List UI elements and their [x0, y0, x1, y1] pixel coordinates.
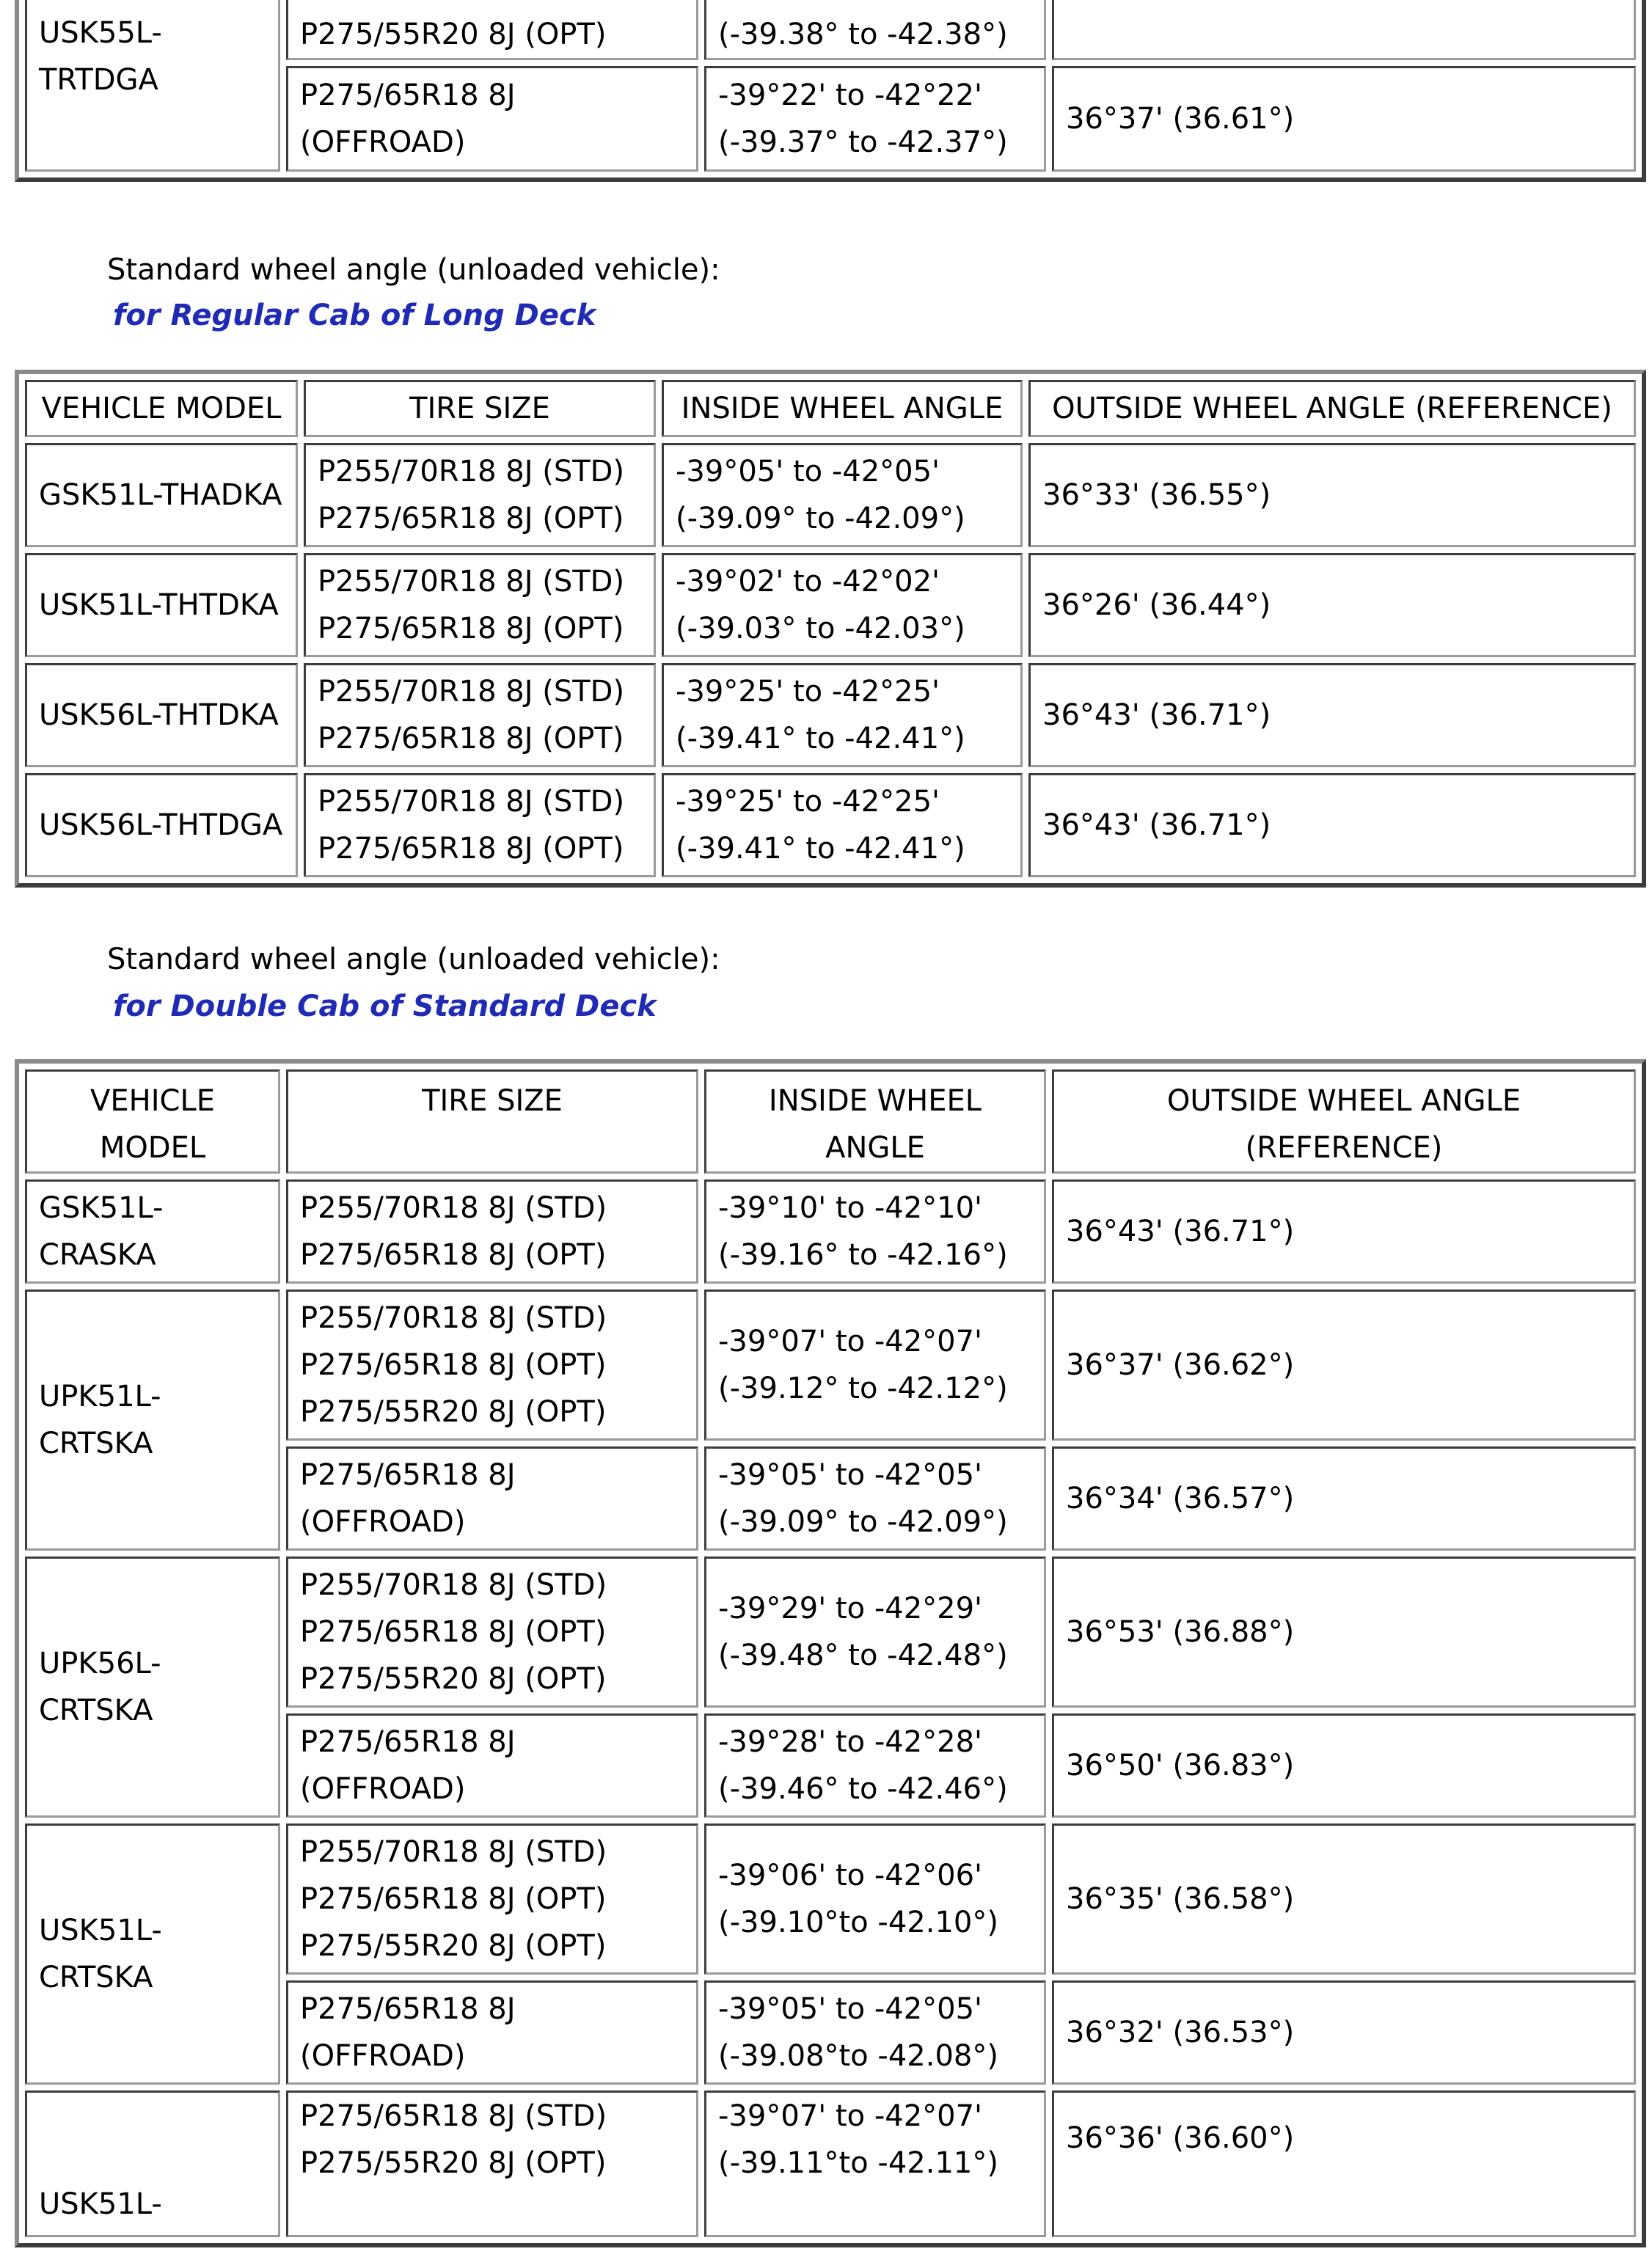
- tire-size-cell: P275/65R18 8J (OFFROAD): [286, 1713, 698, 1818]
- continued-wheel-angle-table: [15, 0, 1646, 182]
- column-header: INSIDE WHEEL ANGLE: [662, 380, 1023, 437]
- inside-angle-cell: -39°05' to -42°05' (-39.08°to -42.08°): [704, 1980, 1046, 2085]
- vehicle-model-cell: USK51L-: [25, 2090, 280, 2237]
- table-header-row: [25, 380, 1636, 437]
- inside-angle-cell: -39°02' to -42°02' (-39.03° to -42.03°): [662, 553, 1023, 657]
- tire-size-cell: P255/70R18 8J (STD) P275/65R18 8J (OPT) P275/55R20 8J (OPT): [286, 1290, 698, 1441]
- column-header: OUTSIDE WHEEL ANGLE (REFERENCE): [1052, 1069, 1636, 1174]
- vehicle-model-cell: UPK51L- CRTSKA: [25, 1290, 280, 1551]
- section-subcaption: for Double Cab of Standard Deck: [113, 989, 657, 1023]
- table-row: [25, 663, 1636, 767]
- section-subcaption: for Regular Cab of Long Deck: [113, 299, 596, 332]
- table-row: [25, 1823, 1636, 1975]
- vehicle-model-cell: USK51L-THTDKA: [25, 553, 298, 657]
- column-header: TIRE SIZE: [304, 380, 656, 437]
- outside-angle-cell: 36°43' (36.71°): [1028, 663, 1636, 767]
- table-row: [25, 2090, 1636, 2237]
- inside-angle-cell: -39°07' to -42°07' (-39.11°to -42.11°): [704, 2090, 1046, 2237]
- inside-angle-cell: -39°05' to -42°05' (-39.09° to -42.09°): [704, 1446, 1046, 1551]
- vehicle-model-cell: GSK51L-THADKA: [25, 443, 298, 547]
- column-header: TIRE SIZE: [286, 1069, 698, 1174]
- tire-size-cell: P255/70R18 8J (STD) P275/65R18 8J (OPT): [304, 773, 656, 877]
- inside-angle-cell: -39°06' to -42°06' (-39.10°to -42.10°): [704, 1823, 1046, 1975]
- tire-size-cell: P255/70R18 8J (STD) P275/65R18 8J (OPT) P275/55R20 8J (OPT): [286, 1823, 698, 1975]
- vehicle-model-cell: GSK51L- CRASKA: [25, 1179, 280, 1284]
- column-header: VEHICLE MODEL: [25, 380, 298, 437]
- tire-size-cell: P255/70R18 8J (STD) P275/65R18 8J (OPT) P275/55R20 8J (OPT): [286, 1556, 698, 1708]
- inside-angle-cell: -39°25' to -42°25' (-39.41° to -42.41°): [662, 773, 1023, 877]
- inside-angle-cell: -39°22' to -42°22' (-39.37° to -42.37°): [704, 66, 1046, 172]
- vehicle-model-cell: USK55L- TRTDGA: [25, 0, 280, 172]
- outside-angle-cell: 36°53' (36.88°): [1052, 1556, 1636, 1708]
- inside-angle-cell: (-39.38° to -42.38°): [704, 0, 1046, 60]
- table-row: [25, 1556, 1636, 1708]
- outside-angle-cell: 36°32' (36.53°): [1052, 1980, 1636, 2085]
- outside-angle-cell: 36°43' (36.71°): [1052, 1179, 1636, 1284]
- outside-angle-cell: 36°33' (36.55°): [1028, 443, 1636, 547]
- inside-angle-cell: -39°25' to -42°25' (-39.41° to -42.41°): [662, 663, 1023, 767]
- vehicle-model-cell: USK56L-THTDKA: [25, 663, 298, 767]
- outside-angle-cell: 36°36' (36.60°): [1052, 2090, 1636, 2237]
- outside-angle-cell: 36°37' (36.61°): [1052, 66, 1636, 172]
- inside-angle-cell: -39°05' to -42°05' (-39.09° to -42.09°): [662, 443, 1023, 547]
- table-header-row: [25, 1069, 1636, 1174]
- table-row: [25, 443, 1636, 547]
- table-row: [25, 773, 1636, 877]
- table-row: [25, 1290, 1636, 1441]
- vehicle-model-cell: USK56L-THTDGA: [25, 773, 298, 877]
- tire-size-cell: P275/55R20 8J (OPT): [286, 0, 698, 60]
- tire-size-cell: P255/70R18 8J (STD) P275/65R18 8J (OPT): [304, 663, 656, 767]
- regular-cab-long-deck-table: [15, 370, 1646, 888]
- section-caption: Standard wheel angle (unloaded vehicle):: [107, 253, 720, 287]
- outside-angle-cell: 36°26' (36.44°): [1028, 553, 1636, 657]
- vehicle-model-cell: UPK56L- CRTSKA: [25, 1556, 280, 1818]
- outside-angle-cell: 36°37' (36.62°): [1052, 1290, 1636, 1441]
- outside-angle-cell: 36°34' (36.57°): [1052, 1446, 1636, 1551]
- column-header: VEHICLE MODEL: [25, 1069, 280, 1174]
- column-header: OUTSIDE WHEEL ANGLE (REFERENCE): [1028, 380, 1636, 437]
- table-row: [25, 553, 1636, 657]
- outside-angle-cell: 36°35' (36.58°): [1052, 1823, 1636, 1975]
- tire-size-cell: P275/65R18 8J (OFFROAD): [286, 1446, 698, 1551]
- inside-angle-cell: -39°28' to -42°28' (-39.46° to -42.46°): [704, 1713, 1046, 1818]
- inside-angle-cell: -39°07' to -42°07' (-39.12° to -42.12°): [704, 1290, 1046, 1441]
- table-row: [25, 1179, 1636, 1284]
- table-row: [25, 0, 1636, 60]
- outside-angle-cell: 36°50' (36.83°): [1052, 1713, 1636, 1818]
- inside-angle-cell: -39°10' to -42°10' (-39.16° to -42.16°): [704, 1179, 1046, 1284]
- outside-angle-cell: 36°43' (36.71°): [1028, 773, 1636, 877]
- double-cab-standard-deck-table: [15, 1059, 1646, 2247]
- tire-size-cell: P255/70R18 8J (STD) P275/65R18 8J (OPT): [304, 443, 656, 547]
- vehicle-model-cell: USK51L- CRTSKA: [25, 1823, 280, 2085]
- column-header: INSIDE WHEEL ANGLE: [704, 1069, 1046, 1174]
- tire-size-cell: P275/65R18 8J (STD) P275/55R20 8J (OPT): [286, 2090, 698, 2237]
- inside-angle-cell: -39°29' to -42°29' (-39.48° to -42.48°): [704, 1556, 1046, 1708]
- outside-angle-cell: [1052, 0, 1636, 60]
- tire-size-cell: P275/65R18 8J (OFFROAD): [286, 66, 698, 172]
- tire-size-cell: P255/70R18 8J (STD) P275/65R18 8J (OPT): [304, 553, 656, 657]
- tire-size-cell: P255/70R18 8J (STD) P275/65R18 8J (OPT): [286, 1179, 698, 1284]
- tire-size-cell: P275/65R18 8J (OFFROAD): [286, 1980, 698, 2085]
- section-caption: Standard wheel angle (unloaded vehicle):: [107, 943, 720, 976]
